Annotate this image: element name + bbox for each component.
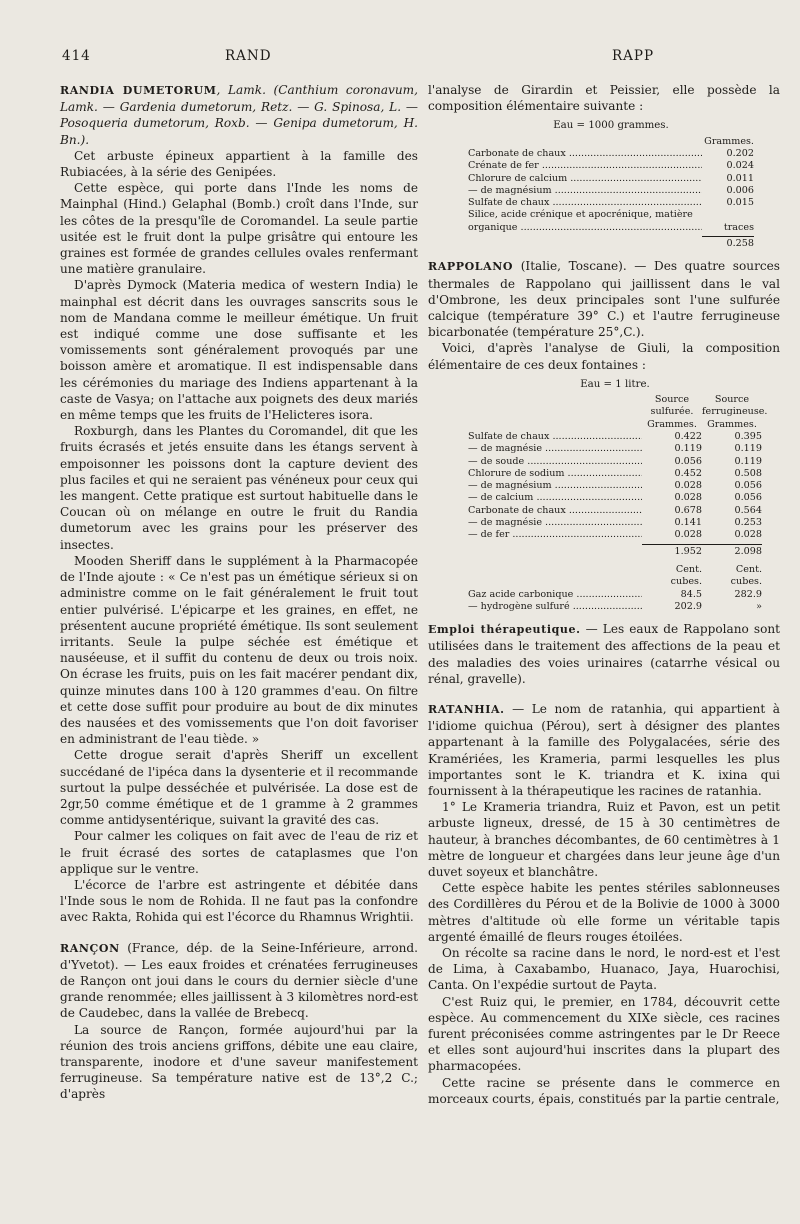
- row-label: organique .....: [468, 222, 702, 234]
- paragraph: Cette drogue serait d'après Sheriff un excellent succédané de l'ipéca dans la dysenterie et il recommande surtout la pulpe desséchée et pulvérisée. La dose est de 2gr,50 comme émétique et de 1 gramme à 2 grammes comme antidysentérique, suivant la gravité des cas.: [60, 748, 418, 828]
- table-body: [468, 148, 754, 234]
- row-value-sulfuree: 0.028: [674, 529, 702, 541]
- row-label: — de magnésium .....: [468, 480, 642, 492]
- row-value: 0.202: [726, 148, 754, 159]
- header-right-word: RAPP: [612, 48, 655, 64]
- paragraph: Voici, d'après l'analyse de Giuli, la composition élémentaire de ces deux fontaines :: [428, 341, 780, 372]
- paragraph: Cet arbuste épineux appartient à la famille des Rubiacées, à la série des Genipées.: [60, 148, 418, 180]
- sum-col1: 1.952: [642, 544, 702, 558]
- row-value-ferrugineuse: 0.253: [734, 517, 762, 529]
- table-row: [468, 456, 762, 468]
- row-value-ferrugineuse: 0.395: [734, 430, 762, 442]
- table-row: [468, 492, 762, 504]
- row-value-ferrugineuse: 0.056: [734, 480, 762, 492]
- entry-ratanhia: [428, 701, 780, 799]
- paragraph: Cette espèce habite les pentes stériles sablonneuses des Cordillères du Pérou et de la Bolivie de 1000 à 3000 mètres d'altitude où elle forme un véritable tapis argenté émaillé de fleurs rouges étoilées.: [428, 881, 780, 944]
- paragraph: On récolte sa racine dans le nord, le nord-est et l'est de Lima, à Caxabambo, Huanaco, Jaya, Huarochisi, Canta. On l'expédie surtout de Payta.: [428, 946, 780, 993]
- column-header-sulfuree: Source sulfurée.: [650, 394, 694, 418]
- row-value: traces: [723, 221, 754, 233]
- paragraph: C'est Ruiz qui, le premier, en 1784, découvrit cette espèce. Au commencement du XIXe siècle, ces racines furent préconisées comme astringentes par le Dr Reece et elles sont aujourd'hui inscrites dans la plupart des pharmacopées.: [428, 994, 780, 1074]
- table-row: [468, 468, 762, 480]
- table-total: 0.258: [702, 236, 754, 250]
- row-label: Sulfate de chaux .....: [468, 197, 702, 209]
- row-label: — de magnésie .....: [468, 443, 642, 455]
- table-units: [468, 419, 762, 431]
- headword-rancon: RANÇON: [60, 941, 120, 955]
- table-row: [468, 173, 754, 185]
- row-label: Gaz acide carbonique .....: [468, 589, 642, 601]
- row-label: Silice, acide crénique et apocrénique, matière: [468, 209, 693, 221]
- table-body: [468, 431, 762, 542]
- row-label: Chlorure de sodium .....: [468, 468, 642, 480]
- row-value-ferrugineuse: 282.9: [734, 588, 762, 600]
- table-caption: Eau = 1000 grammes.: [553, 120, 669, 132]
- paragraph: Pour calmer les coliques on fait avec de l'eau de riz et le fruit écrasé des sortes de cataplasmes que l'on applique sur le ventre.: [60, 829, 418, 876]
- entry-randia: [60, 82, 418, 148]
- table-row: [468, 601, 762, 613]
- row-value-sulfuree: 0.119: [674, 443, 702, 455]
- row-label: — de soude .....: [468, 456, 642, 468]
- table-row: [468, 529, 762, 541]
- table-column-headers: [468, 394, 768, 419]
- entry-rappolano: [428, 258, 780, 340]
- paragraph: L'écorce de l'arbre est astringente et débitée dans l'Inde sous le nom de Rohida. Il ne faut pas la confondre avec Rakta, Rohida qui est l'écorce du Rhamnus Wrightii.: [60, 877, 418, 925]
- header-left-word: RAND: [225, 48, 272, 64]
- randia-synonyms: , Lamk. (Canthium coronavum, Lamk. — Gardenia dumetorum, Retz. — G. Spinosa, L. — Posoqueria dumetorum, Roxb. — Genipa dumetorum, H. Bn.).: [60, 83, 418, 147]
- unit-col2: Grammes.: [707, 418, 757, 430]
- row-label: — de calcium .....: [468, 492, 642, 504]
- gas-unit-col2: Cent. cubes.: [730, 563, 762, 588]
- paragraph: D'après Dymock (Materia medica of western India) le mainphal est décrit dans les ouvrages sanscrits sous le nom de Mandana comme le meilleur émétique. Un fruit est indiqué comme une dose suffisante et les vomissements sont généralement provoqués par une boisson amère et aromatique. Il est indispensable dans les cérémonies du mariage des Indiens appartenant à la caste de Vasya; on l'attache aux poignets des deux mariés en même temps que les fruits de l'Helicteres isora.: [60, 278, 418, 423]
- row-value: 0.024: [726, 160, 754, 172]
- row-value-sulfuree: 0.452: [674, 467, 702, 479]
- ratanhia-text: — Le nom de ratanhia, qui appartient à l'idiome quichua (Pérou), sert à désigner des plantes appartenant à la famille des Polygalacées, série des Kramériées, les Krameria, parmi lesquelles les plus importantes sont le K. triandra et K. ixina qui fournissent à la thérapeutique les racines de ratanhia.: [428, 701, 780, 798]
- row-value-ferrugineuse: 0.119: [734, 443, 762, 455]
- left-column: [60, 82, 418, 1103]
- row-value-sulfuree: 0.028: [674, 480, 702, 492]
- paragraph: Mooden Sheriff dans le supplément à la Pharmacopée de l'Inde ajoute : « Ce n'est pas un émétique sérieux si on administre comme on le fait généralement le fruit tout entier pulvérisé. L'épicarpe et les graines, en effet, ne présentent aucune propriété émétique. Ils sont seulement irritants. Seule la pulpe séchée est émétique et nauséeuse, et il suffit du contenu de deux ou trois noix. On écrase les fruits, puis on les fait macérer pendant dix, quinze minutes dans 100 à 120 grammes d'eau. On filtre et cette dose suffit pour produire au bout de dix minutes des nausées et des vomissements que l'on doit favoriser en administrant de l'eau tiède. »: [60, 553, 418, 747]
- table-unit: Grammes.: [704, 135, 754, 147]
- table-row: [468, 517, 762, 529]
- table-row: [468, 505, 762, 517]
- row-value: 0.015: [726, 197, 754, 209]
- unit-col1: Grammes.: [647, 418, 697, 430]
- table-row: [468, 160, 754, 172]
- row-value: 0.011: [726, 172, 754, 184]
- table-sums: [468, 544, 762, 558]
- entry-rancon: [60, 940, 418, 1022]
- paragraph: La source de Rançon, formée aujourd'hui par la réunion des trois anciens griffons, débite une eau claire, transparente, inodore et d'une saveur manifestement ferrugineuse. Sa température native est de 13°,2 C.; d'après: [60, 1022, 418, 1102]
- row-value-sulfuree: 0.028: [674, 492, 702, 504]
- row-label: Chlorure de calcium .....: [468, 173, 702, 185]
- headword-rappolano: RAPPOLANO: [428, 260, 514, 274]
- row-value-sulfuree: 202.9: [674, 600, 702, 612]
- headword-randia: RANDIA DUMETORUM: [60, 84, 217, 97]
- gas-units: [468, 564, 762, 589]
- row-label: Carbonate de chaux .....: [468, 505, 642, 517]
- paragraph: Cette racine se présente dans le commerce en morceaux courts, épais, constitués par la partie centrale,: [428, 1075, 780, 1106]
- row-value-sulfuree: 0.056: [674, 455, 702, 467]
- row-value-ferrugineuse: 0.056: [734, 492, 762, 504]
- table-row: [468, 222, 754, 234]
- rappolano-text: (Italie, Toscane). — Des quatre sources thermales de Rappolano qui jaillissent dans le val d'Ombrone, les deux principales sont l'une sulfurée calcique (température 39° C.) et l'autre ferrugineuse bicarbonatée (température 25°,C.).: [428, 259, 780, 340]
- row-label: — de fer .....: [468, 529, 642, 541]
- headword-ratanhia: RATANHIA.: [428, 702, 505, 716]
- table-unit-row: [468, 136, 754, 148]
- paragraph: Roxburgh, dans les Plantes du Coromandel, dit que les fruits écrasés et jetés ensuite dans les étangs servent à empoisonner les poissons dont la capture devient des plus faciles et qui ne seraient pas vénéneux pour ceux qui les mangent. Cette pratique est surtout habituelle dans le Coucan où on mélange en outre le fruit du Randia dumetorum avec les grains pour les préserver des insectes.: [60, 424, 418, 552]
- gas-table-body: [468, 589, 762, 614]
- table-row: [468, 589, 762, 601]
- table-row: [468, 209, 754, 221]
- row-label: Carbonate de chaux .....: [468, 148, 702, 160]
- entry-emploi: [428, 621, 780, 687]
- row-label: Sulfate de chaux .....: [468, 431, 642, 443]
- paragraph: Cette espèce, qui porte dans l'Inde les noms de Mainphal (Hind.) Gelaphal (Bomb.) croît dans l'Inde, sur les côtes de la presqu'île de Coromandel. La seule partie usitée est le fruit dont la pulpe grisâtre qui entoure les graines est formée de grandes cellules ovales renfermant une matière granulaire.: [60, 181, 418, 277]
- row-value-sulfuree: 0.141: [674, 517, 702, 529]
- row-label: — de magnésium .....: [468, 185, 702, 197]
- page-number: 414: [62, 48, 91, 64]
- row-value-ferrugineuse: 0.508: [734, 467, 762, 479]
- row-value: 0.006: [726, 184, 754, 196]
- emploi-text: — Les eaux de Rappolano sont utilisées dans le traitement des affections de la peau et des maladies des voies urinaires (catarrhe vésical ou rénal, gravelle).: [428, 622, 780, 686]
- emploi-heading: Emploi thérapeutique.: [428, 623, 581, 637]
- running-header: [0, 48, 800, 70]
- sum-col2: 2.098: [702, 544, 762, 558]
- row-label: — hydrogène sulfuré .....: [468, 601, 642, 613]
- rancon-composition-table: [428, 120, 780, 250]
- table-row: [468, 197, 754, 209]
- table-row: [468, 148, 754, 160]
- rappolano-composition-table: [428, 379, 780, 613]
- rancon-text: (France, dép. de la Seine-Inférieure, arrond. d'Yvetot). — Les eaux froides et crénatées ferrugineuses de Rançon ont joui dans le cours du dernier siècle d'une grande renommée; elles jaillissent à 3 kilomètres nord-est de Caudebec, dans la vallée de Brebecq.: [60, 940, 418, 1021]
- row-label: — de magnésie .....: [468, 517, 642, 529]
- right-column: [428, 82, 780, 1107]
- paragraph: 1° Le Krameria triandra, Ruiz et Pavon, est un petit arbuste ligneux, dressé, de 15 à 30 centimètres de hauteur, à branches décombantes, de 60 centimètres à 1 mètre de longueur et chargées dans leur jeune âge d'un duvet soyeux et blanchâtre.: [428, 800, 780, 879]
- row-value-sulfuree: 0.678: [674, 504, 702, 516]
- table-row: [468, 480, 762, 492]
- paragraph: l'analyse de Girardin et Peissier, elle possède la composition élémentaire suivante :: [428, 83, 780, 114]
- table-caption: Eau = 1 litre.: [580, 378, 650, 390]
- row-value-sulfuree: 0.422: [674, 430, 702, 442]
- table-row: [468, 431, 762, 443]
- row-value-ferrugineuse: 0.028: [734, 529, 762, 541]
- table-row: [468, 185, 754, 197]
- row-value-ferrugineuse: 0.564: [734, 504, 762, 516]
- row-value-ferrugineuse: »: [756, 600, 762, 612]
- gas-unit-col1: Cent. cubes.: [670, 563, 702, 588]
- row-value-sulfuree: 84.5: [680, 588, 702, 600]
- row-value-ferrugineuse: 0.119: [734, 455, 762, 467]
- table-row: [468, 443, 762, 455]
- column-header-ferrugineuse: Source ferrugineuse.: [702, 394, 768, 418]
- row-label: Crénate de fer .....: [468, 160, 702, 172]
